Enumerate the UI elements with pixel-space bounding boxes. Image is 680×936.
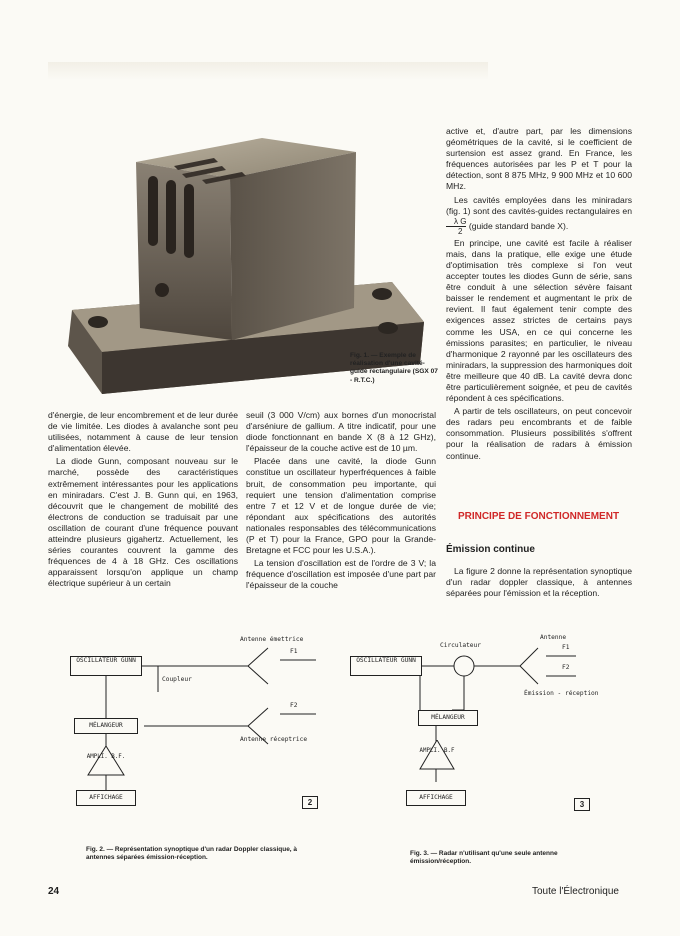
page-number: 24 <box>48 886 60 897</box>
paragraph-text: Les cavités employées dans les miniradars (fig. 1) sont des cavités-guides rectangulaires en <box>446 194 632 216</box>
right-column <box>446 126 632 464</box>
amplifier-triangle <box>418 740 456 770</box>
figure-number: 2 <box>302 796 318 809</box>
circulator-label: Circulateur <box>440 642 481 649</box>
paragraph-text: (guide standard bande X). <box>468 220 569 231</box>
right-column-bottom <box>446 566 632 601</box>
paragraph: seuil (3 000 V/cm) aux bornes d'un monocristal d'arséniure de gallium. A titre indicatif, pour une diode fonctionnant en bande X (8 à 12 GHz), l'épaisseur de la couche active est de 10 µm. <box>246 410 436 454</box>
coupler-label: Coupleur <box>162 676 192 683</box>
amplifier-triangle <box>86 746 126 776</box>
header-band <box>48 62 488 80</box>
fraction-numerator: λ G <box>446 217 466 227</box>
oscillator-box: OSCILLATEUR GUNN <box>70 656 142 676</box>
transmit-antenna-label: Antenne émettrice <box>240 636 304 643</box>
paragraph: En principe, une cavité est facile à réaliser mais, dans la pratique, elle exige une étude d'optimisation très complexe si l'on veut accepter toutes les diodes Gunn de série, sans être conduit à une sélection sévère faisant baisser le rendement et augmentant le prix de revient. Il faut également tenir compte des exigences assez strictes de certains pays comme les USA, en ce qui concerne les émissions parasites; en particulier, le niveau d'harmonique 2 rayonné par les oscillateurs des miniradars, la suppression des harmoniques doit être meilleure que 40 dB. La cavité devra donc être particulièrement soignée, et peu de cavités répondent à ces spécifications. <box>446 237 632 404</box>
subsection-heading: Émission continue <box>446 544 535 555</box>
f2-label: F2 <box>562 664 570 671</box>
fraction-denominator: 2 <box>458 226 463 236</box>
mixer-box: MÉLANGEUR <box>74 718 138 734</box>
journal-name: Toute l'Électronique <box>532 886 619 897</box>
paragraph: La tension d'oscillation est de l'ordre de 3 V; la fréquence d'oscillation est imposée d'une part par l'épaisseur de la couche <box>246 558 436 591</box>
paragraph: A partir de tels oscillateurs, on peut concevoir des radars peu encombrants et de faible consommation. Plusieurs possibilités s'offrent pour la réalisation de radars à émission continue. <box>446 406 632 461</box>
section-heading: PRINCIPE DE FONCTIONNEMENT <box>457 511 620 522</box>
f1-label: F1 <box>290 648 298 655</box>
display-box: AFFICHAGE <box>76 790 136 806</box>
amplifier-label: AMPLI. B.F. <box>86 754 126 760</box>
middle-column <box>246 410 436 594</box>
f1-label: F1 <box>562 644 570 651</box>
oscillator-box: OSCILLATEUR GUNN <box>350 656 422 676</box>
paragraph: Placée dans une cavité, la diode Gunn constitue un oscillateur hyperfréquences à faible bruit, de consommation peu importante, qui requiert une tension d'alimentation comprise entre 7 et 12 V et de longue durée de vie; répondant aux spécifications des autorités nationales responsables des télécommunications (P et T) pour la France, GPO pour la Grande-Bretagne et FCC pour les U.S.A.). <box>246 456 436 556</box>
figure-3 <box>340 630 630 830</box>
paragraph <box>446 195 632 236</box>
amplifier-label: AMPLI. B.F <box>419 748 455 754</box>
f2-label: F2 <box>290 702 298 709</box>
antenna-label: Antenne <box>540 634 567 641</box>
receive-antenna-label: Antenne réceptrice <box>240 736 308 743</box>
figure-2-caption: Fig. 2. — Représentation synoptique d'un radar Doppler classique, à antennes séparées émission-réception. <box>86 846 298 862</box>
figure-2 <box>60 630 350 830</box>
figure-number: 3 <box>574 798 590 811</box>
paragraph: d'énergie, de leur encombrement et de leur durée de vie limitée. Les diodes à avalanche sont peu utilisées, notamment à cause de leur tension d'alimentation élevée. <box>48 410 238 454</box>
mixer-box: MÉLANGEUR <box>418 710 478 726</box>
transmit-receive-label: Émission - réception <box>524 690 599 697</box>
paragraph: La diode Gunn, composant nouveau sur le marché, possède des caractéristiques extrêmement intéressantes pour les applications en miniradars. C'est J. B. Gunn qui, en 1963, découvrit que le changement de mobilité des électrons de conduction se traduisait par une oscillation de courant d'une fréquence pouvant atteindre plusieurs gigahertz. Actuellement, les séries courantes couvrent la gamme des fréquences de 4 à 18 GHz. Ces oscillations apparaissent lorsqu'on applique un champ électrique supérieur à un certain <box>48 456 238 589</box>
fraction <box>446 217 466 236</box>
display-box: AFFICHAGE <box>406 790 466 806</box>
paragraph: La figure 2 donne la représentation synoptique d'un radar doppler classique, à antennes séparées pour l'émission et la réception. <box>446 566 632 599</box>
paragraph: active et, d'autre part, par les dimensions géométriques de la cavité, si le coefficient de surtension est assez grand. En France, les fréquences autorisées par les P et T pour la détection, sont 8 875 MHz, 9 900 MHz et 10 600 MHz. <box>446 126 632 192</box>
left-column <box>48 410 238 592</box>
photo-caption: Fig. 1. — Exemple de réalisation d'une cavité-guide rectangulaire (SGX 07 - R.T.C.) <box>350 352 438 384</box>
figure-3-caption: Fig. 3. — Radar n'utilisant qu'une seule antenne émission/réception. <box>410 850 558 866</box>
